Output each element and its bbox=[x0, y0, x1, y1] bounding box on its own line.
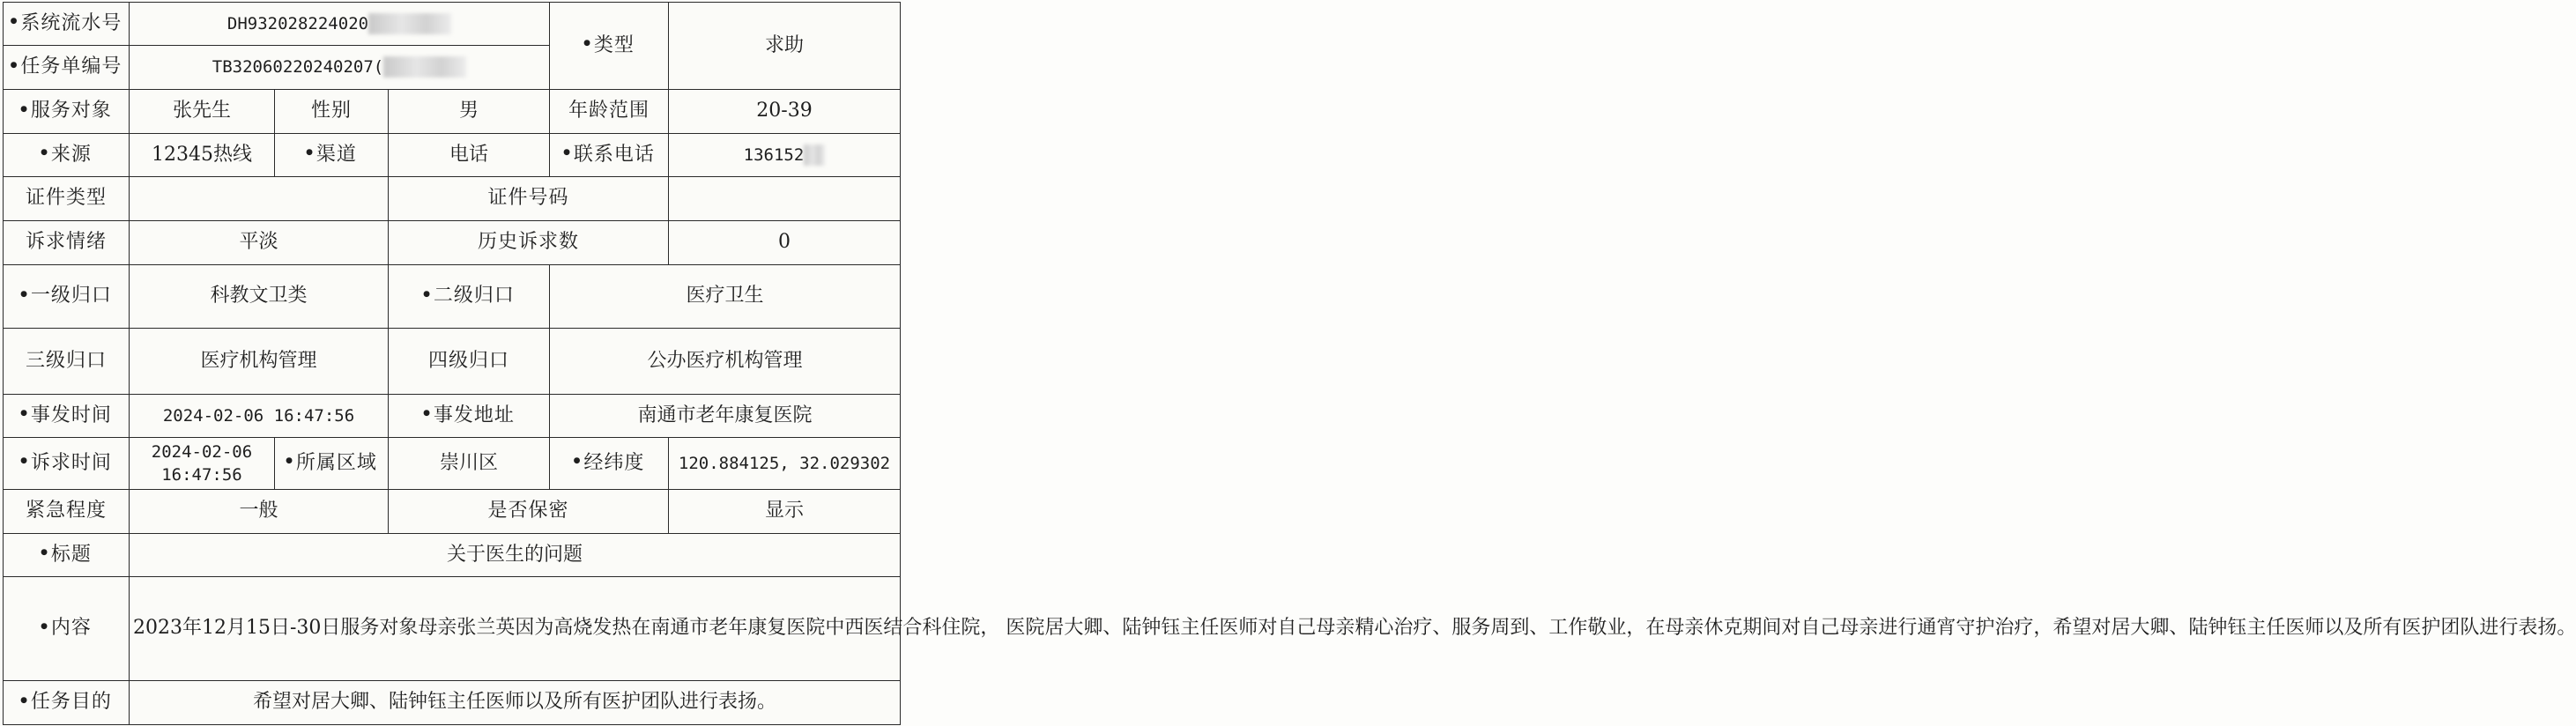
serial-no-label: ● 系统流水号 bbox=[4, 3, 130, 46]
row-appeal bbox=[4, 438, 901, 490]
task-goal-value: 希望对居大卿、陆钟钰主任医师以及所有医护团队进行表扬。 bbox=[130, 681, 901, 725]
serial-no-value-cell bbox=[130, 3, 550, 46]
phone-value-cell bbox=[669, 134, 901, 177]
appeal-time-clock: 16:47:56 bbox=[161, 465, 242, 485]
row-service-target bbox=[4, 90, 901, 134]
task-goal-label: ● 任务目的 bbox=[4, 681, 130, 725]
title-label: ● 标题 bbox=[4, 534, 130, 577]
redaction-blur bbox=[804, 144, 825, 166]
coords-value-cell bbox=[669, 438, 901, 490]
row-level1 bbox=[4, 265, 901, 329]
serial-no-value: DH932028224020 bbox=[226, 13, 369, 33]
level1-label: ● 一级归口 bbox=[4, 265, 130, 329]
row-incident bbox=[4, 395, 901, 438]
redaction-blur bbox=[368, 13, 451, 34]
row-content bbox=[4, 577, 901, 681]
level1-value: 科教文卫类 bbox=[130, 265, 389, 329]
redaction-blur bbox=[383, 56, 466, 78]
source-value: 12345热线 bbox=[130, 134, 275, 177]
type-value: 求助 bbox=[669, 3, 901, 90]
appeal-time-value-cell bbox=[130, 438, 275, 490]
row-id bbox=[4, 177, 901, 221]
age-range-value: 20-39 bbox=[669, 90, 901, 134]
urgency-label: 紧急程度 bbox=[4, 490, 130, 534]
incident-time-value-cell bbox=[130, 395, 389, 438]
appeal-time-label: ● 诉求时间 bbox=[4, 438, 130, 490]
service-target-label: ● 服务对象 bbox=[4, 90, 130, 134]
channel-label: ● 渠道 bbox=[275, 134, 389, 177]
title-value: 关于医生的问题 bbox=[130, 534, 901, 577]
incident-address-value: 南通市老年康复医院 bbox=[550, 395, 901, 438]
history-count-label: 历史诉求数 bbox=[389, 221, 669, 265]
coords-label: ● 经纬度 bbox=[550, 438, 669, 490]
source-label: ● 来源 bbox=[4, 134, 130, 177]
row-title bbox=[4, 534, 901, 577]
row-urgency bbox=[4, 490, 901, 534]
row-level3 bbox=[4, 329, 901, 395]
task-no-value: TB32060220240207( bbox=[212, 57, 384, 78]
phone-value: 136152 bbox=[743, 144, 805, 165]
history-count-value: 0 bbox=[669, 221, 901, 265]
mood-label: 诉求情绪 bbox=[4, 221, 130, 265]
content-label: ● 内容 bbox=[4, 577, 130, 681]
id-type-label: 证件类型 bbox=[4, 177, 130, 221]
confidential-label: 是否保密 bbox=[389, 490, 669, 534]
content-value: 2023年12月15日-30日服务对象母亲张兰英因为高烧发热在南通市老年康复医院中西医结合科住院， 医院居大卿、陆钟钰主任医师对自己母亲精心治疗、服务周到、工作敬业，在母亲休克期间对自己母亲进行通宵守护治疗，希望对居大卿、陆钟钰主任医师以及所有医护团队进行表扬。 bbox=[130, 577, 901, 681]
mood-value: 平淡 bbox=[130, 221, 389, 265]
task-no-value-cell bbox=[130, 46, 550, 90]
level4-label: 四级归口 bbox=[389, 329, 550, 395]
level4-value: 公办医疗机构管理 bbox=[550, 329, 901, 395]
incident-address-label: ● 事发地址 bbox=[389, 395, 550, 438]
work-order-form bbox=[3, 2, 2576, 725]
level2-value: 医疗卫生 bbox=[550, 265, 901, 329]
appeal-time-date: 2024-02-06 bbox=[151, 441, 253, 462]
row-mood bbox=[4, 221, 901, 265]
id-number-value bbox=[669, 177, 901, 221]
level3-value: 医疗机构管理 bbox=[130, 329, 389, 395]
district-value: 崇川区 bbox=[389, 438, 550, 490]
row-source bbox=[4, 134, 901, 177]
phone-label: ● 联系电话 bbox=[550, 134, 669, 177]
gender-value: 男 bbox=[389, 90, 550, 134]
level2-label: ● 二级归口 bbox=[389, 265, 550, 329]
id-number-label: 证件号码 bbox=[389, 177, 669, 221]
row-task-goal bbox=[4, 681, 901, 725]
coords-value: 120.884125, 32.029302 bbox=[678, 453, 891, 473]
confidential-value: 显示 bbox=[669, 490, 901, 534]
service-target-value: 张先生 bbox=[130, 90, 275, 134]
gender-label: 性别 bbox=[275, 90, 389, 134]
age-range-label: 年龄范围 bbox=[550, 90, 669, 134]
id-type-value bbox=[130, 177, 389, 221]
type-label: ● 类型 bbox=[550, 3, 669, 90]
task-no-label: ● 任务单编号 bbox=[4, 46, 130, 90]
incident-time-value: 2024-02-06 16:47:56 bbox=[162, 405, 355, 426]
incident-time-label: ● 事发时间 bbox=[4, 395, 130, 438]
level3-label: 三级归口 bbox=[4, 329, 130, 395]
row-serial bbox=[4, 3, 901, 46]
district-label: ● 所属区域 bbox=[275, 438, 389, 490]
channel-value: 电话 bbox=[389, 134, 550, 177]
urgency-value: 一般 bbox=[130, 490, 389, 534]
